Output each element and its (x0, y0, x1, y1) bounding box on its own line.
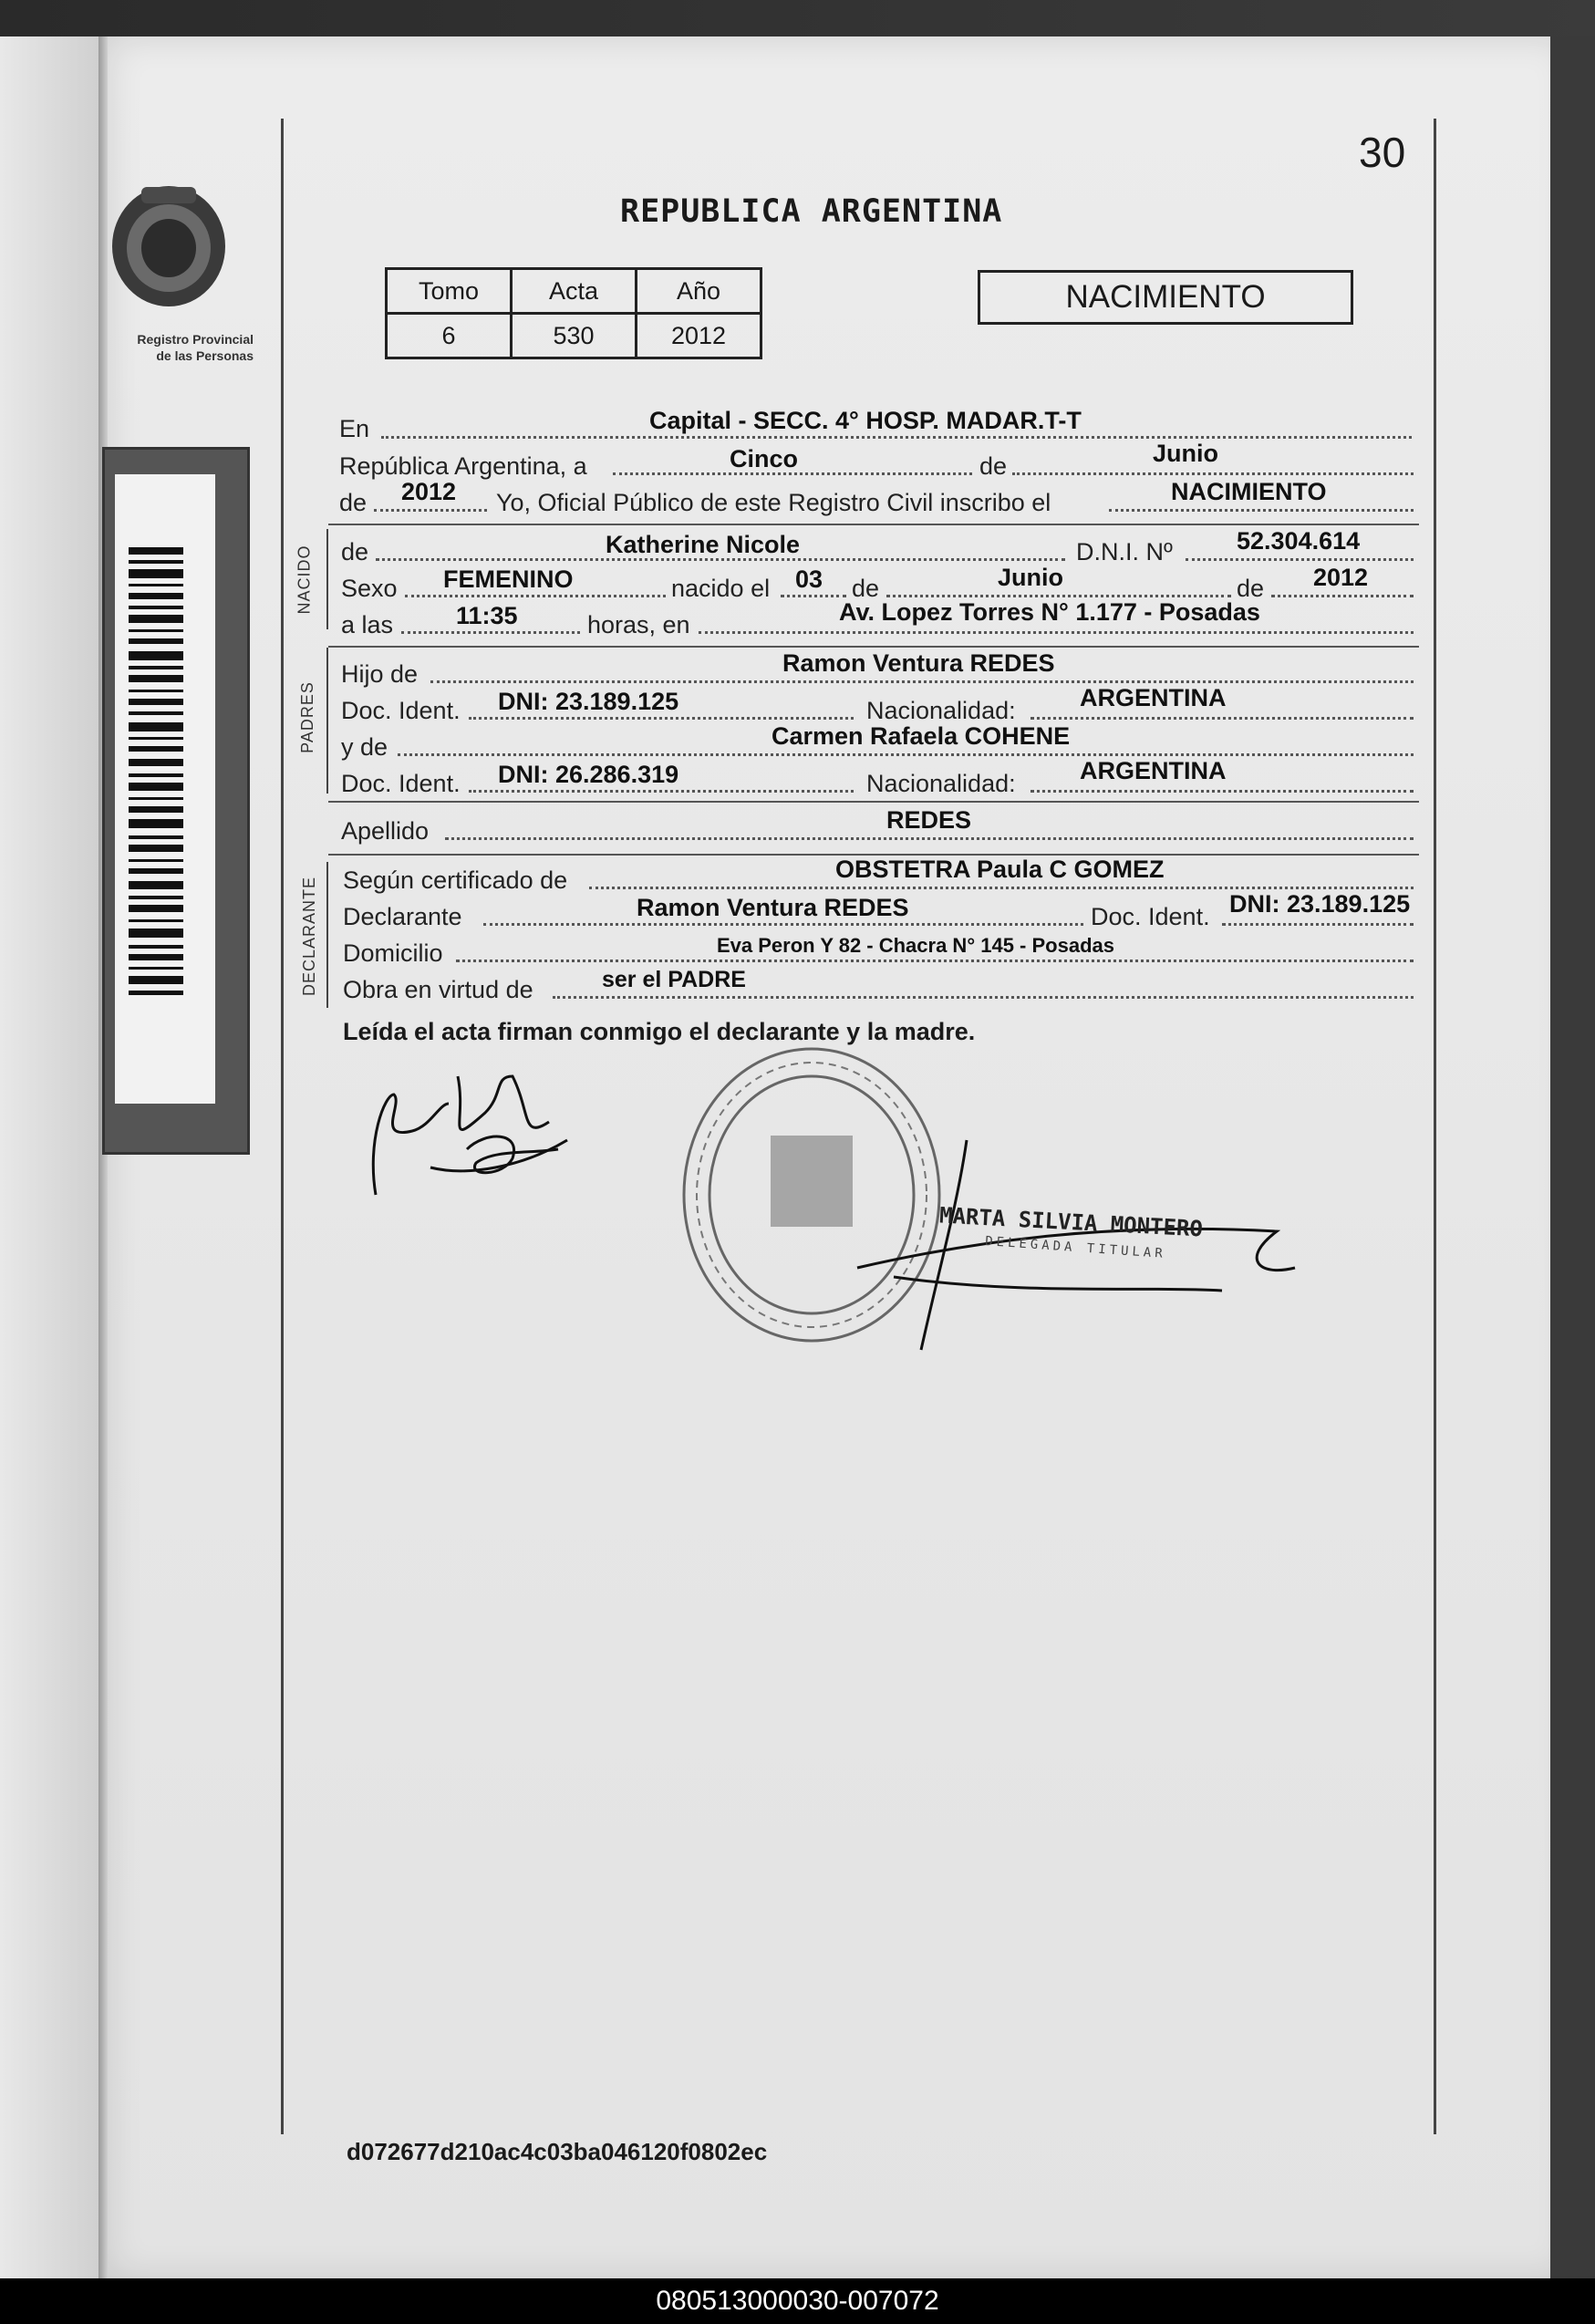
dotted-line (589, 887, 1414, 889)
barcode-icon (124, 547, 188, 1022)
emblem-caption: de las Personas (156, 348, 254, 363)
value-padre-doc: DNI: 23.189.125 (498, 688, 679, 715)
dotted-line (1271, 595, 1414, 597)
dotted-line (401, 631, 580, 634)
table-header: Tomo (387, 269, 512, 314)
dotted-line (699, 631, 1414, 634)
label-nacionalidad: Nacionalidad: (866, 770, 1016, 797)
value-dia-texto: Cinco (730, 445, 799, 472)
value-dni: 52.304.614 (1237, 527, 1361, 555)
section-bracket (326, 862, 328, 1008)
label-nacionalidad: Nacionalidad: (866, 697, 1016, 724)
label-en: En (339, 415, 370, 442)
value-mes: Junio (1153, 440, 1218, 467)
value-lugar-nac: Av. Lopez Torres N° 1.177 - Posadas (839, 598, 1260, 626)
dotted-line (1222, 923, 1414, 926)
dotted-line (1012, 472, 1414, 475)
value-apellido: REDES (886, 806, 972, 834)
value-declarante-doc: DNI: 23.189.125 (1229, 890, 1411, 918)
table-header-row (387, 269, 761, 314)
label-y-de: y de (341, 733, 388, 761)
value-certificado: OBSTETRA Paula C GOMEZ (835, 856, 1165, 883)
dotted-line (469, 790, 854, 793)
value-lugar: Capital - SECC. 4° HOSP. MADAR.T-T (649, 407, 1082, 434)
dotted-line (1031, 717, 1414, 720)
section-bracket (326, 648, 328, 794)
label-horas-en: horas, en (587, 611, 690, 638)
label-doc-ident: Doc. Ident. (341, 770, 461, 797)
right-margin-line (1434, 119, 1436, 2134)
value-hora: 11:35 (456, 602, 518, 629)
value-madre-nac: ARGENTINA (1080, 757, 1227, 784)
emblem-caption: Registro Provincial (137, 332, 254, 347)
section-divider (328, 646, 1419, 648)
value-acto: NACIMIENTO (1171, 478, 1327, 505)
label-hijo-de: Hijo de (341, 660, 419, 688)
dotted-line (886, 595, 1231, 597)
left-margin-line (281, 119, 284, 2134)
value-madre: Carmen Rafaela COHENE (772, 722, 1071, 750)
dotted-line (374, 509, 487, 512)
value-mes-nac: Junio (998, 564, 1063, 591)
document-hash: d072677d210ac4c03ba046120f0802ec (347, 2138, 768, 2165)
label-de: de (979, 452, 1008, 480)
dotted-line (553, 996, 1414, 999)
dotted-line (483, 923, 1083, 926)
table-row (387, 314, 761, 358)
value-dia: 03 (795, 565, 823, 593)
dotted-line (1031, 790, 1414, 793)
section-bracket (326, 529, 328, 629)
value-nombre: Katherine Nicole (606, 531, 801, 558)
value-sexo: FEMENINO (443, 565, 574, 593)
section-tag-padres: PADRES (297, 681, 316, 753)
label-declarante: Declarante (343, 903, 462, 930)
stamp-name: MARTA SILVIA MONTERO (938, 1202, 1204, 1242)
dotted-line (405, 595, 666, 597)
dotted-line (1186, 558, 1414, 561)
label-republica: República Argentina, a (339, 452, 587, 480)
dotted-line (398, 753, 1414, 756)
value-anio: 2012 (401, 478, 457, 505)
section-divider (328, 801, 1419, 803)
label-apellido: Apellido (341, 817, 430, 845)
label-nacido-el: nacido el (671, 575, 771, 602)
label-de: de (852, 575, 880, 602)
page-number: 30 (1359, 129, 1406, 176)
dotted-line (445, 837, 1414, 840)
label-obra-en-virtud: Obra en virtud de (343, 976, 533, 1003)
table-header: Acta (512, 269, 637, 314)
signature-declarante-icon (357, 1040, 576, 1204)
label-sexo: Sexo (341, 575, 398, 602)
label-doc-ident: Doc. Ident. (1091, 903, 1210, 930)
table-cell: 6 (387, 314, 512, 358)
closing-text: Leída el acta firman conmigo el declarante y la madre. (343, 1018, 976, 1045)
left-page (0, 36, 102, 2278)
provincial-emblem-icon (100, 182, 237, 328)
table-header: Año (637, 269, 761, 314)
table-cell: 2012 (637, 314, 761, 358)
label-doc-ident: Doc. Ident. (341, 697, 461, 724)
section-tag-declarante: DECLARANTE (300, 876, 319, 997)
label-yo-oficial: Yo, Oficial Público de este Registro Civil inscribo el (496, 489, 1051, 516)
dotted-line (381, 436, 1412, 439)
label-a-las: a las (341, 611, 394, 638)
label-de: de (1237, 575, 1265, 602)
dotted-line (1109, 509, 1414, 512)
dotted-line (469, 717, 854, 720)
page-edge (1550, 36, 1595, 2278)
value-domicilio: Eva Peron Y 82 - Chacra N° 145 - Posadas (717, 934, 1114, 957)
section-tag-nacido: NACIDO (295, 545, 314, 615)
footer-code: 080513000030-007072 (656, 2286, 939, 2316)
value-anio-nac: 2012 (1313, 564, 1369, 591)
label-domicilio: Domicilio (343, 939, 443, 967)
label-de: de (341, 538, 369, 565)
value-padre-nac: ARGENTINA (1080, 684, 1227, 711)
label-dni: D.N.I. Nº (1076, 538, 1173, 565)
record-type-box: NACIMIENTO (978, 270, 1353, 325)
value-obra: ser el PADRE (602, 967, 746, 992)
value-declarante: Ramon Ventura REDES (637, 894, 909, 921)
label-de: de (339, 489, 368, 516)
table-cell: 530 (512, 314, 637, 358)
registry-table (385, 267, 762, 359)
label-segun-certificado: Según certificado de (343, 866, 568, 894)
dotted-line (781, 595, 846, 597)
page-title: REPUBLICA ARGENTINA (620, 193, 1003, 230)
value-madre-doc: DNI: 26.286.319 (498, 761, 679, 788)
dotted-line (430, 680, 1414, 683)
stamp-role: DELEGADA TITULAR (984, 1234, 1167, 1261)
dotted-line (456, 960, 1414, 962)
section-divider (328, 524, 1419, 525)
value-padre: Ramon Ventura REDES (782, 649, 1055, 677)
